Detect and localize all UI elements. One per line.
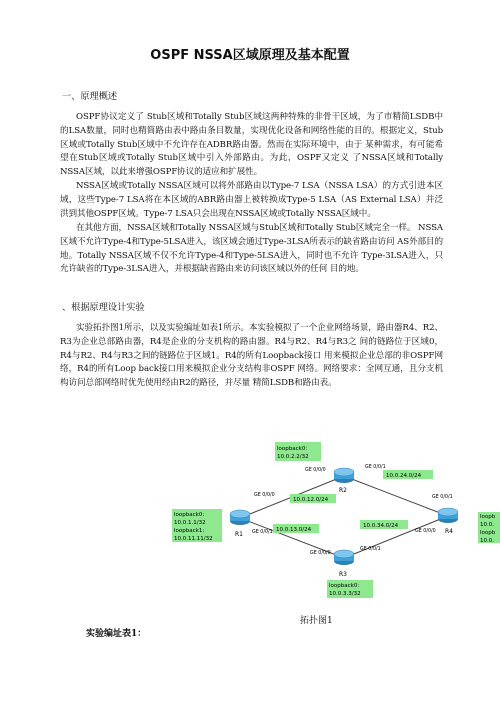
page-title: OSPF NSSA区域原理及基本配置	[150, 48, 350, 63]
section-heading-design: 、根据原理设计实验	[62, 302, 145, 313]
port-label: GE 0/0/0	[310, 551, 331, 556]
section-heading-overview: 一、原理概述	[62, 91, 118, 102]
router-r3	[334, 550, 354, 578]
loopback-text: 10.0.	[480, 538, 494, 544]
router-label: R4	[445, 528, 453, 535]
table-label: 实验编址表1：	[86, 629, 147, 639]
network-text: 10.0.12.0/24	[293, 497, 329, 503]
router-label: R2	[339, 487, 347, 494]
loopback-label-r3	[327, 580, 373, 598]
figure-caption: 拓扑图1	[300, 616, 333, 626]
loopback-label-r1	[172, 509, 222, 542]
loopback-label-r2	[275, 442, 321, 461]
port-label: GE 0/0/1	[360, 547, 381, 552]
network-label-r3-r4	[360, 520, 408, 529]
loopback-text: 10.0.	[480, 522, 494, 528]
router-label: R1	[235, 531, 243, 538]
port-label: GE 0/0/1	[365, 465, 386, 470]
network-topology-diagram	[160, 432, 500, 607]
paragraph: 在其他方面，NSSA区域和Totally NSSA区域与Stub区域和Totally Stub区域完全一样。 NSSA区域不允许Type-4和Type-5LSA进入，该区域会通过Type-3LSA所表示的缺省路由访问 AS外部目的地。Totally NSSA区域不仅不允许Type-4和Type-5LSA进入，同时也不允许 Type-3LSA进入，只允许缺省的Type-3LSA进入，并根据缺省路由来访问该区域以外的任何 目的地。	[60, 223, 443, 275]
network-label-r1-r3	[273, 524, 319, 533]
router-r4	[438, 508, 458, 535]
loopback-text: 10.0.3.3/32	[329, 591, 361, 597]
loopback-text: 10.0.11.11/32	[174, 536, 213, 542]
network-label-r1-r2	[290, 494, 336, 503]
loopback-text: loopback0:	[277, 446, 308, 452]
network-label-r2-r4	[383, 470, 433, 479]
port-label: GE 0/0/0	[305, 468, 326, 473]
network-text: 10.0.24.0/24	[386, 473, 422, 479]
paragraph: OSPF协议定义了 Stub区域和Totally Stub区域这两种特殊的非骨干区域，为了市精简LSDB中的LSA数量，同时也精简路由表中路由条目数量，实现优化设备和网络性能的目的。根据定义，Stub区域或Totally Stub区域中不允许存在ADBR路由器。然而在实际环境中，由于 某种需求，有可能希望在Stub区域或Totally Stub区域中引入外部路由。为此，OSPF又定义 了NSSA区域和Totally NSSA区域，以此来增强OSPF协议的适应和扩展性。	[60, 112, 443, 178]
loopback-label-r4	[478, 512, 500, 544]
router-r2	[334, 468, 354, 494]
port-label: GE 0/0/1	[252, 530, 273, 535]
router-label: R3	[339, 571, 347, 578]
loopback-text: loopb	[480, 530, 496, 536]
network-text: 10.0.34.0/24	[363, 523, 399, 529]
port-label: GE 0/0/1	[432, 495, 453, 500]
loopback-text: loopback1:	[174, 528, 205, 534]
loopback-text: 10.0.1.1/32	[174, 520, 206, 526]
loopback-text: loopback0:	[174, 512, 205, 518]
paragraph: 实验拓扑图1所示，以及实验编址如表1所示。本实验模拟了一个企业网络场景，路由器R4、R2、R3为企业总部路由器，R4是企业的分支机构的路由器。R4与R2、R4与R3之 间的链路位于区域0，R4与R2、R4与R3之间的链路位于区域1。R4的所有Loopback接口 用来模拟企业总部的非OSPF网络，R4的所有Loop back接口用来模拟企业分支结构非OSPF 网络。网络要求：全网互通，且分支机构访问总部网络时优先使用经由R2的路径，并尽量 精简LSDB和路由表。	[60, 323, 443, 389]
loopback-text: loopback0:	[329, 583, 360, 589]
port-label: GE 0/0/0	[415, 529, 436, 534]
network-text: 10.0.13.0/24	[276, 527, 312, 533]
paragraph: NSSA区域或Totally NSSA区域可以将外部路由以Type-7 LSA（NSSA LSA）的方式引进本区 域，这些Type-7 LSA将在本区域的ABR路由器上被转换成Type-5 LSA（AS External LSA）并泛 洪到其他OSPF区域。Type-7 LSA只会出现在NSSA区域或Totally NSSA区域中。	[60, 181, 443, 219]
port-label: GE 0/0/0	[254, 493, 275, 498]
router-r1	[230, 510, 250, 538]
loopback-text: 10.0.2.2/32	[277, 454, 309, 460]
loopback-text: loopb	[480, 514, 496, 520]
